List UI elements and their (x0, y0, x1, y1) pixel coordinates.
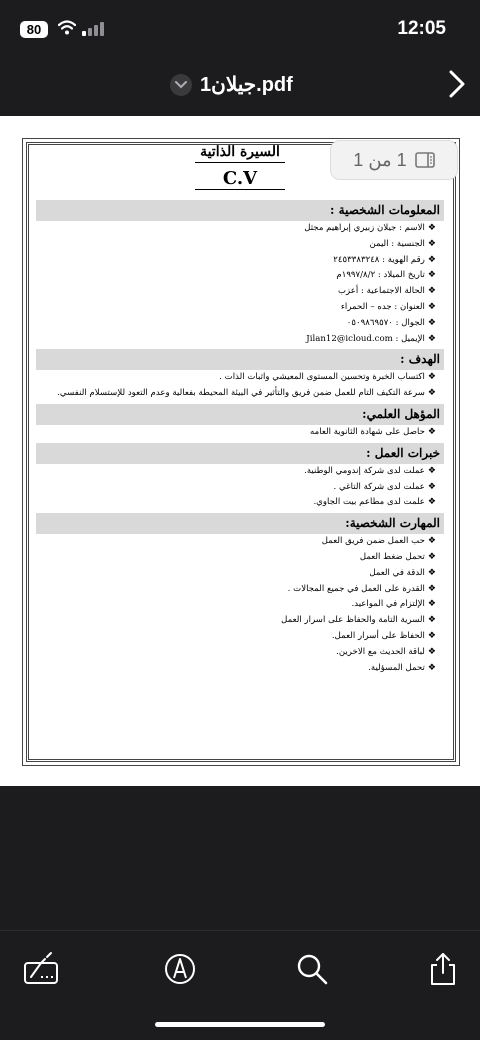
list-item: ❖الجوال : ٠٥٠٩٨٦٩٥٧٠ (346, 317, 436, 328)
cv-title-english: C.V (195, 165, 285, 190)
list-item: ❖الجنسية : اليمن (369, 238, 436, 249)
document-title-menu[interactable] (170, 72, 293, 97)
section-skills (36, 513, 444, 676)
list-item: ❖حاصل على شهادة الثانوية العامه (309, 426, 436, 437)
section-experience (36, 443, 444, 511)
section-education (36, 404, 444, 441)
list-item: ❖الحفاظ على أسرار العمل. (331, 630, 436, 641)
chevron-right-icon[interactable] (446, 70, 468, 98)
list-item: ❖القدرة على العمل في جميع المجالات . (287, 583, 436, 594)
list-item: ❖تحمل ضغط العمل (359, 551, 436, 562)
list-item: ❖السرية التامة والحفاظ على اسرار العمل (281, 615, 436, 626)
list-item: ❖عملت لدى شركة إندومي الوطنية. (304, 465, 436, 476)
list-item: ❖تحمل المسؤلية. (368, 662, 436, 673)
list-item: ❖اكتساب الخبرة وتحسين المستوى المعيشي واثبات الذات . (219, 372, 436, 383)
cv-title (195, 144, 285, 190)
list-item: ❖تاريخ الميلاد : ١٩٩٧/٨/٢م (336, 270, 436, 281)
section-header: الهدف : (36, 349, 444, 370)
list-item: ❖سرعة التكيف التام للعمل ضمن فريق والتأثير في البيئة المحيطة بفعالية وعدم التعود للإستسلام النفسي. (57, 388, 436, 399)
section-header: المهارت الشخصية: (36, 513, 444, 534)
wifi-icon (58, 20, 76, 36)
list-item: ❖الإلتزام في المواعيد. (351, 599, 436, 610)
list-item: ❖العنوان : جده – الحمراء (340, 301, 436, 312)
home-indicator[interactable] (155, 1022, 325, 1027)
section-header: المعلومات الشخصية : (36, 200, 444, 221)
signature-icon[interactable] (23, 951, 59, 987)
share-icon[interactable] (425, 951, 461, 987)
thumbnail-sidebar-icon[interactable] (415, 152, 435, 168)
list-item: ❖حب العمل ضمن فريق العمل (321, 536, 436, 547)
cv-title-arabic: السيرة الذاتية (195, 144, 285, 163)
list-item: ❖عملت لدى شركة التاغي . (333, 481, 436, 492)
resume-content (36, 198, 444, 676)
list-item: ❖رقم الهوية : ٢٤٥٣٣٨٣٢٤٨ (333, 254, 436, 265)
page-indicator-text: 1 من 1 (353, 149, 407, 170)
section-header: المؤهل العلمي: (36, 404, 444, 425)
document-title[interactable]: جيلان1.pdf (200, 74, 293, 96)
list-item: ❖الحالة الاجتماعية : أعزب (337, 286, 436, 297)
list-item: ❖الاسم : جيلان زبيري إبراهيم مجثل (304, 223, 436, 233)
page-indicator[interactable] (330, 140, 458, 180)
section-objective (36, 349, 444, 402)
list-item: ❖لباقة الحديث مع الاخرين. (336, 646, 436, 657)
markup-icon[interactable] (162, 951, 198, 987)
status-bar (0, 0, 480, 58)
battery-indicator: 80 (20, 21, 48, 38)
search-icon[interactable] (294, 951, 330, 987)
list-item: ❖علمت لدى مطاعم بيت الجاوي. (313, 497, 436, 508)
chevron-down-icon[interactable] (170, 74, 192, 96)
cellular-signal-icon (82, 22, 104, 36)
section-header: خبرات العمل : (36, 443, 444, 464)
list-item: ❖الدقة في العمل (369, 567, 436, 578)
section-personal-info (36, 200, 444, 347)
nav-bar (0, 58, 480, 110)
status-time: 12:05 (397, 18, 446, 39)
list-item: ❖الإيميل : Jilan12@icloud.com (306, 333, 436, 344)
